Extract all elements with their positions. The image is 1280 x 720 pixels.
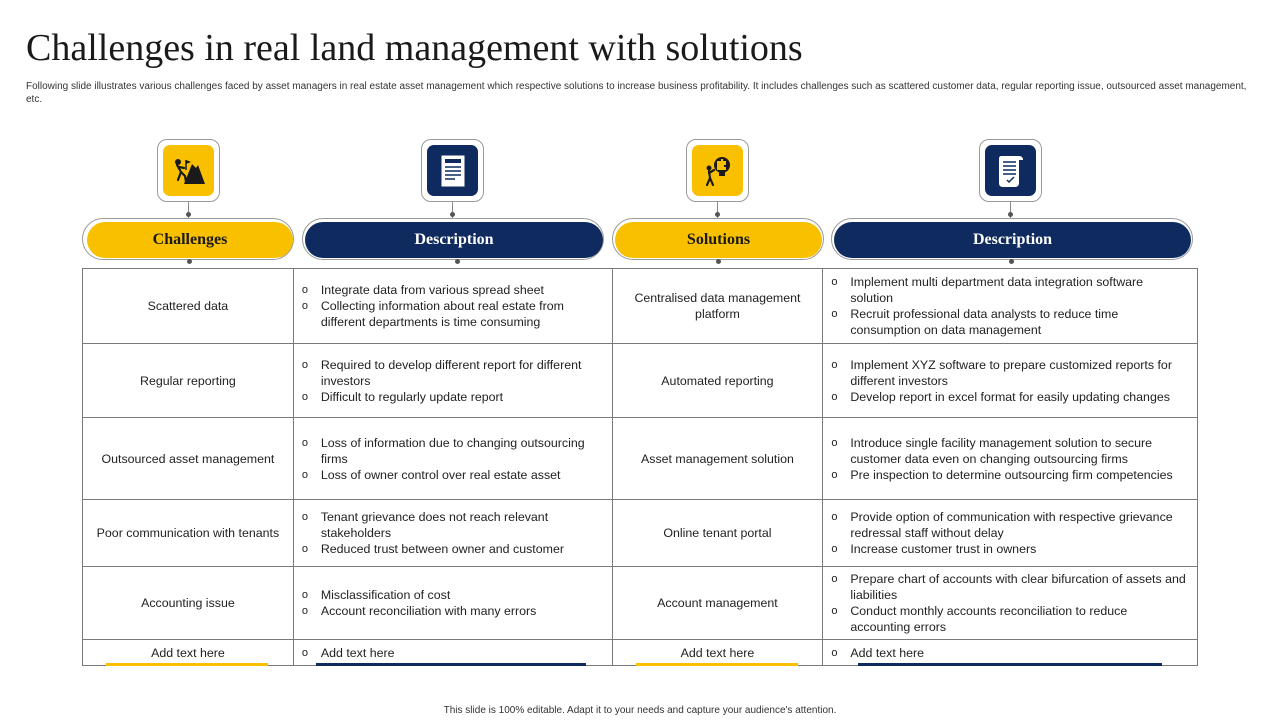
description-icon-box-1 — [421, 139, 484, 202]
description-icon-box-2 — [979, 139, 1042, 202]
table-row — [83, 344, 1198, 418]
footer-note: This slide is 100% editable. Adapt it to your needs and capture your audience's attention. — [443, 705, 837, 716]
challenge-cell: Outsourced asset management — [83, 418, 294, 500]
solution-description-cell — [823, 567, 1198, 640]
solution-bullet: o Increase customer trust in owners — [831, 541, 1187, 557]
lightbulb-puzzle-icon — [702, 155, 734, 187]
description-bullet: o Reduced trust between owner and customer — [302, 541, 602, 557]
solution-cell: Online tenant portal — [612, 500, 823, 567]
header-solutions: Solutions — [615, 222, 822, 258]
header-challenges: Challenges — [87, 222, 293, 258]
description-cell — [293, 500, 612, 567]
description-bullet: o Misclassification of cost — [302, 587, 602, 603]
accent-underline — [636, 663, 798, 666]
solution-bullet: o Implement multi department data integration software solution — [831, 274, 1187, 306]
solution-description-cell — [823, 269, 1198, 344]
description-cell — [293, 269, 612, 344]
accent-underline — [106, 663, 268, 666]
description-bullet: o Loss of information due to changing outsourcing firms — [302, 435, 602, 467]
page-title: Challenges in real land management with solutions — [26, 27, 803, 69]
table-row — [83, 567, 1198, 640]
header-solution-description: Description — [834, 222, 1191, 258]
solution-bullet: o Provide option of communication with respective grievance redressal staff without delay — [831, 509, 1187, 541]
solution-bullet: o Implement XYZ software to prepare customized reports for different investors — [831, 357, 1187, 389]
mountain-climber-icon — [172, 156, 206, 186]
solution-description-cell — [823, 500, 1198, 567]
solution-bullet: o Prepare chart of accounts with clear bifurcation of assets and liabilities — [831, 571, 1187, 603]
solution-bullet: o Conduct monthly accounts reconciliation to reduce accounting errors — [831, 603, 1187, 635]
description-bullet: o Integrate data from various spread sheet — [302, 282, 602, 298]
description-bullet: o Account reconciliation with many errors — [302, 603, 602, 619]
scroll-icon — [997, 153, 1025, 189]
pill-dot — [716, 259, 721, 264]
solution-cell: Asset management solution — [612, 418, 823, 500]
accent-underline — [316, 663, 586, 666]
solution-bullet: o Add text here — [831, 645, 1187, 661]
description-cell — [293, 418, 612, 500]
solution-cell: Add text here — [612, 640, 823, 666]
table-row — [83, 269, 1198, 344]
table-row — [83, 418, 1198, 500]
challenge-cell: Scattered data — [83, 269, 294, 344]
challenge-cell: Poor communication with tenants — [83, 500, 294, 567]
solution-description-cell — [823, 640, 1198, 666]
description-bullet: o Tenant grievance does not reach relevant stakeholders — [302, 509, 602, 541]
solution-bullet: o Pre inspection to determine outsourcing firm competencies — [831, 467, 1187, 483]
description-bullet: o Add text here — [302, 645, 602, 661]
pill-dot — [455, 259, 460, 264]
table-row — [83, 640, 1198, 666]
description-cell — [293, 567, 612, 640]
challenge-cell: Add text here — [83, 640, 294, 666]
solution-bullet: o Introduce single facility management solution to secure customer data even on changing outsourcing firms — [831, 435, 1187, 467]
description-bullet: o Difficult to regularly update report — [302, 389, 602, 405]
solutions-icon-box — [686, 139, 749, 202]
table-row — [83, 500, 1198, 567]
page-subtitle: Following slide illustrates various challenges faced by asset managers in real estate asset management which respective solutions to increase business profitability. It includes challenges such as scattered customer data, regular reporting issue, outsourced asset management, etc. — [26, 81, 1247, 105]
challenge-cell: Accounting issue — [83, 567, 294, 640]
challenge-cell: Regular reporting — [83, 344, 294, 418]
solution-cell: Automated reporting — [612, 344, 823, 418]
description-cell — [293, 344, 612, 418]
header-description: Description — [305, 222, 603, 258]
solution-bullet: o Recruit professional data analysts to reduce time consumption on data management — [831, 306, 1187, 338]
description-cell — [293, 640, 612, 666]
accent-underline — [858, 663, 1162, 666]
description-bullet: o Loss of owner control over real estate asset — [302, 467, 602, 483]
solution-cell: Account management — [612, 567, 823, 640]
solution-bullet: o Develop report in excel format for easily updating changes — [831, 389, 1187, 405]
solution-description-cell — [823, 418, 1198, 500]
challenges-icon-box — [157, 139, 220, 202]
description-bullet: o Collecting information about real estate from different departments is time consuming — [302, 298, 602, 330]
solution-description-cell — [823, 344, 1198, 418]
document-icon — [440, 154, 466, 188]
challenges-table — [82, 268, 1198, 666]
pill-dot — [187, 259, 192, 264]
description-bullet: o Required to develop different report for different investors — [302, 357, 602, 389]
solution-cell: Centralised data management platform — [612, 269, 823, 344]
pill-dot — [1009, 259, 1014, 264]
